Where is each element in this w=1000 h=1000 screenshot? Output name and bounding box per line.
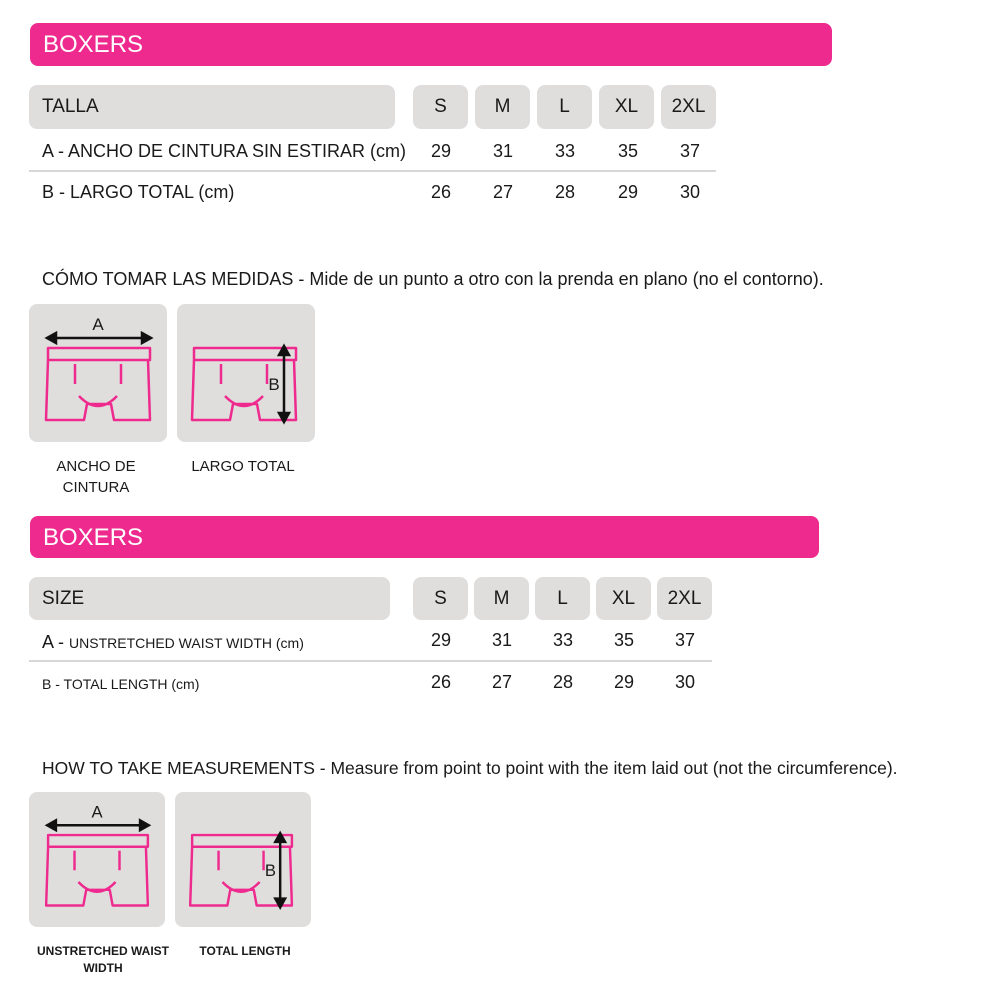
size-table-header-label xyxy=(29,85,395,129)
size-header-l xyxy=(535,577,590,620)
section-title: BOXERS xyxy=(43,524,144,551)
size-header-2xl xyxy=(661,85,716,129)
table-cell: 27 xyxy=(492,182,514,202)
size-header-2xl xyxy=(657,577,712,620)
measurement-instructions: HOW TO TAKE MEASUREMENTS - Measure from point to point with the item laid out (not the circumference). xyxy=(42,758,898,778)
diagram-letter: B xyxy=(268,375,280,394)
header-label-text: SIZE xyxy=(42,587,85,609)
waist-width-diagram xyxy=(29,304,167,442)
row-label-prefix: A - xyxy=(42,632,70,652)
boxer-length-diagram-icon xyxy=(175,792,311,927)
size-label: S xyxy=(434,96,447,117)
row-divider xyxy=(29,660,712,662)
diagram-caption-waist: ANCHO DE CINTURA xyxy=(56,458,136,496)
table-cell: 30 xyxy=(679,182,701,202)
size-header-m xyxy=(475,85,530,129)
diagram-letter: A xyxy=(91,802,103,822)
size-label: L xyxy=(559,96,570,117)
total-length-diagram xyxy=(177,304,315,442)
table-cell: 29 xyxy=(617,182,639,202)
size-header-xl xyxy=(596,577,651,620)
row-label-waist: A - ANCHO DE CINTURA SIN ESTIRAR (cm) xyxy=(42,141,407,161)
diagram-letter: A xyxy=(92,315,104,334)
size-header-s xyxy=(413,85,468,129)
diagram-caption-length: TOTAL LENGTH xyxy=(199,944,291,958)
table-cell: 31 xyxy=(492,141,514,161)
section-title: BOXERS xyxy=(43,31,144,58)
row-label-length: B - LARGO TOTAL (cm) xyxy=(42,182,235,202)
table-cell: 33 xyxy=(552,630,574,650)
diagram-caption-length: LARGO TOTAL xyxy=(191,458,295,475)
size-label: S xyxy=(434,587,447,609)
row-divider xyxy=(29,170,716,172)
table-cell: 29 xyxy=(613,672,635,692)
boxer-length-diagram-icon xyxy=(177,304,315,442)
row-label-length: B - TOTAL LENGTH (cm) xyxy=(42,676,200,692)
size-header-m xyxy=(474,577,529,620)
table-cell: 33 xyxy=(554,141,576,161)
size-label: L xyxy=(557,587,568,609)
size-label: 2XL xyxy=(667,587,702,609)
row-label-text: UNSTRETCHED WAIST WIDTH (cm) xyxy=(69,635,304,651)
measurement-instructions: CÓMO TOMAR LAS MEDIDAS - Mide de un punto a otro con la prenda en plano (no el contorno). xyxy=(42,269,824,289)
table-cell: 35 xyxy=(613,630,635,650)
section-title-banner xyxy=(30,516,819,558)
waist-width-diagram xyxy=(29,792,165,927)
size-header-s xyxy=(413,577,468,620)
boxer-width-diagram-icon xyxy=(29,792,165,927)
table-cell: 31 xyxy=(491,630,513,650)
table-cell: 30 xyxy=(674,672,696,692)
diagram-caption-waist: UNSTRETCHED WAIST WIDTH xyxy=(37,944,169,975)
size-header-xl xyxy=(599,85,654,129)
header-label-text: TALLA xyxy=(42,96,99,117)
table-cell: 26 xyxy=(430,672,452,692)
table-cell: 29 xyxy=(430,630,452,650)
size-label: 2XL xyxy=(671,96,706,117)
table-cell: 28 xyxy=(554,182,576,202)
size-label: M xyxy=(493,587,510,609)
size-table-header-label xyxy=(29,577,390,620)
section-title-banner xyxy=(30,23,832,66)
total-length-diagram xyxy=(175,792,311,927)
table-cell: 37 xyxy=(674,630,696,650)
diagram-letter: B xyxy=(264,861,276,881)
table-cell: 35 xyxy=(617,141,639,161)
size-header-l xyxy=(537,85,592,129)
row-label-waist xyxy=(42,632,304,653)
size-label: M xyxy=(494,96,511,117)
size-label: XL xyxy=(614,96,639,117)
table-cell: 27 xyxy=(491,672,513,692)
table-cell: 29 xyxy=(430,141,452,161)
table-cell: 37 xyxy=(679,141,701,161)
boxer-width-diagram-icon xyxy=(29,304,167,442)
table-cell: 28 xyxy=(552,672,574,692)
table-cell: 26 xyxy=(430,182,452,202)
size-label: XL xyxy=(611,587,636,609)
